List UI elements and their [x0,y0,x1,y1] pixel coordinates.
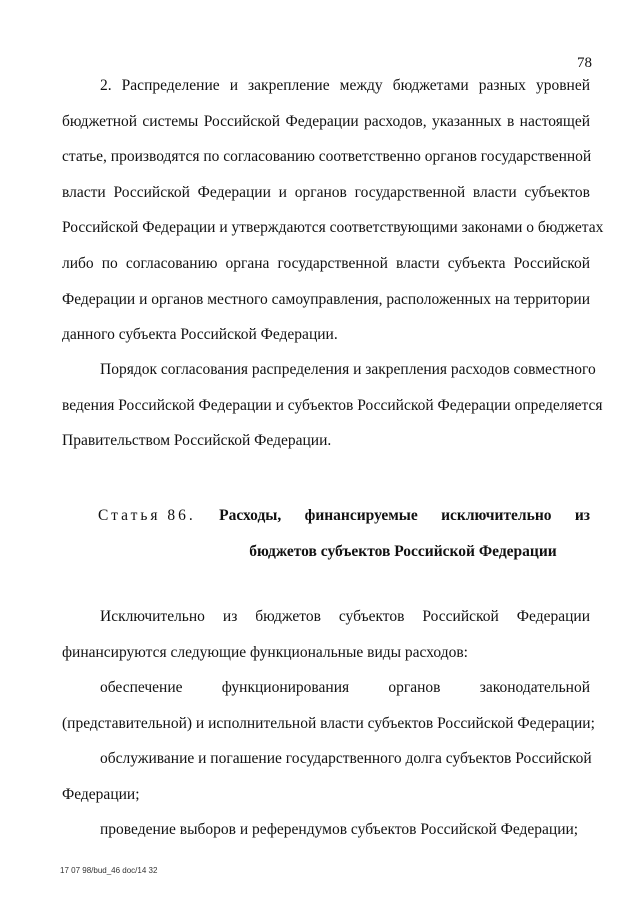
text-line: финансируются следующие функциональные виды расходов: [62,643,468,661]
paragraph-elections [62,812,590,848]
article-number: Статья 86. [98,507,196,524]
text-line: Правительством Российской Федерации. [62,432,332,450]
text-line: либо по согласованию органа государственной власти субъекта Российской [62,254,590,272]
text-line: Порядок согласования распределения и закрепления расходов совместного [100,361,596,378]
article-heading [98,498,590,570]
paragraph-coordination-procedure [62,352,603,459]
text-line: обеспечение функционирования органов законодательной [100,679,590,696]
paragraph-debt-service [62,741,590,812]
text-line: Федерации; [62,785,140,803]
article-title-word: из [574,507,590,524]
paragraph-exclusive-financing [62,599,590,670]
text-line: власти Российской Федерации и органов государственной власти субъектов [62,183,590,201]
article-title-word: финансируемые [304,507,418,524]
article-heading-line-1 [98,498,590,534]
text-line: Федерации и органов местного самоуправления, расположенных на территории [62,290,590,308]
text-line: Исключительно из бюджетов субъектов Российской Федерации [100,608,590,625]
paragraph-2-distribution [62,68,604,353]
article-title-word: Расходы, [219,507,282,524]
text-line: данного субъекта Российской Федерации. [62,326,338,344]
text-line: проведение выборов и референдумов субъектов Российской Федерации; [100,821,579,838]
text-line: статье, производятся по согласованию соответственно органов государственной [62,148,592,166]
footer-file-reference: 17 07 98/bud_46 doc/14 32 [60,866,158,875]
text-line: 2. Распределение и закрепление между бюджетами разных уровней [100,77,590,94]
text-line: бюджетной системы Российской Федерации расходов, указанных в настоящей [62,112,590,130]
text-line: Российской Федерации и утверждаются соответствующими законами о бюджетах [62,219,604,237]
page-number: 78 [577,55,592,71]
text-line: (представительной) и исполнительной власти субъектов Российской Федерации; [62,714,595,732]
article-title-word: исключительно [441,507,552,524]
text-line: обслуживание и погашение государственного долга субъектов Российской [100,750,592,767]
text-line: ведения Российской Федерации и субъектов Российской Федерации определяется [62,396,603,414]
article-heading-line-2: бюджетов субъектов Российской Федерации [249,543,557,560]
paragraph-functioning-bodies [62,670,595,741]
